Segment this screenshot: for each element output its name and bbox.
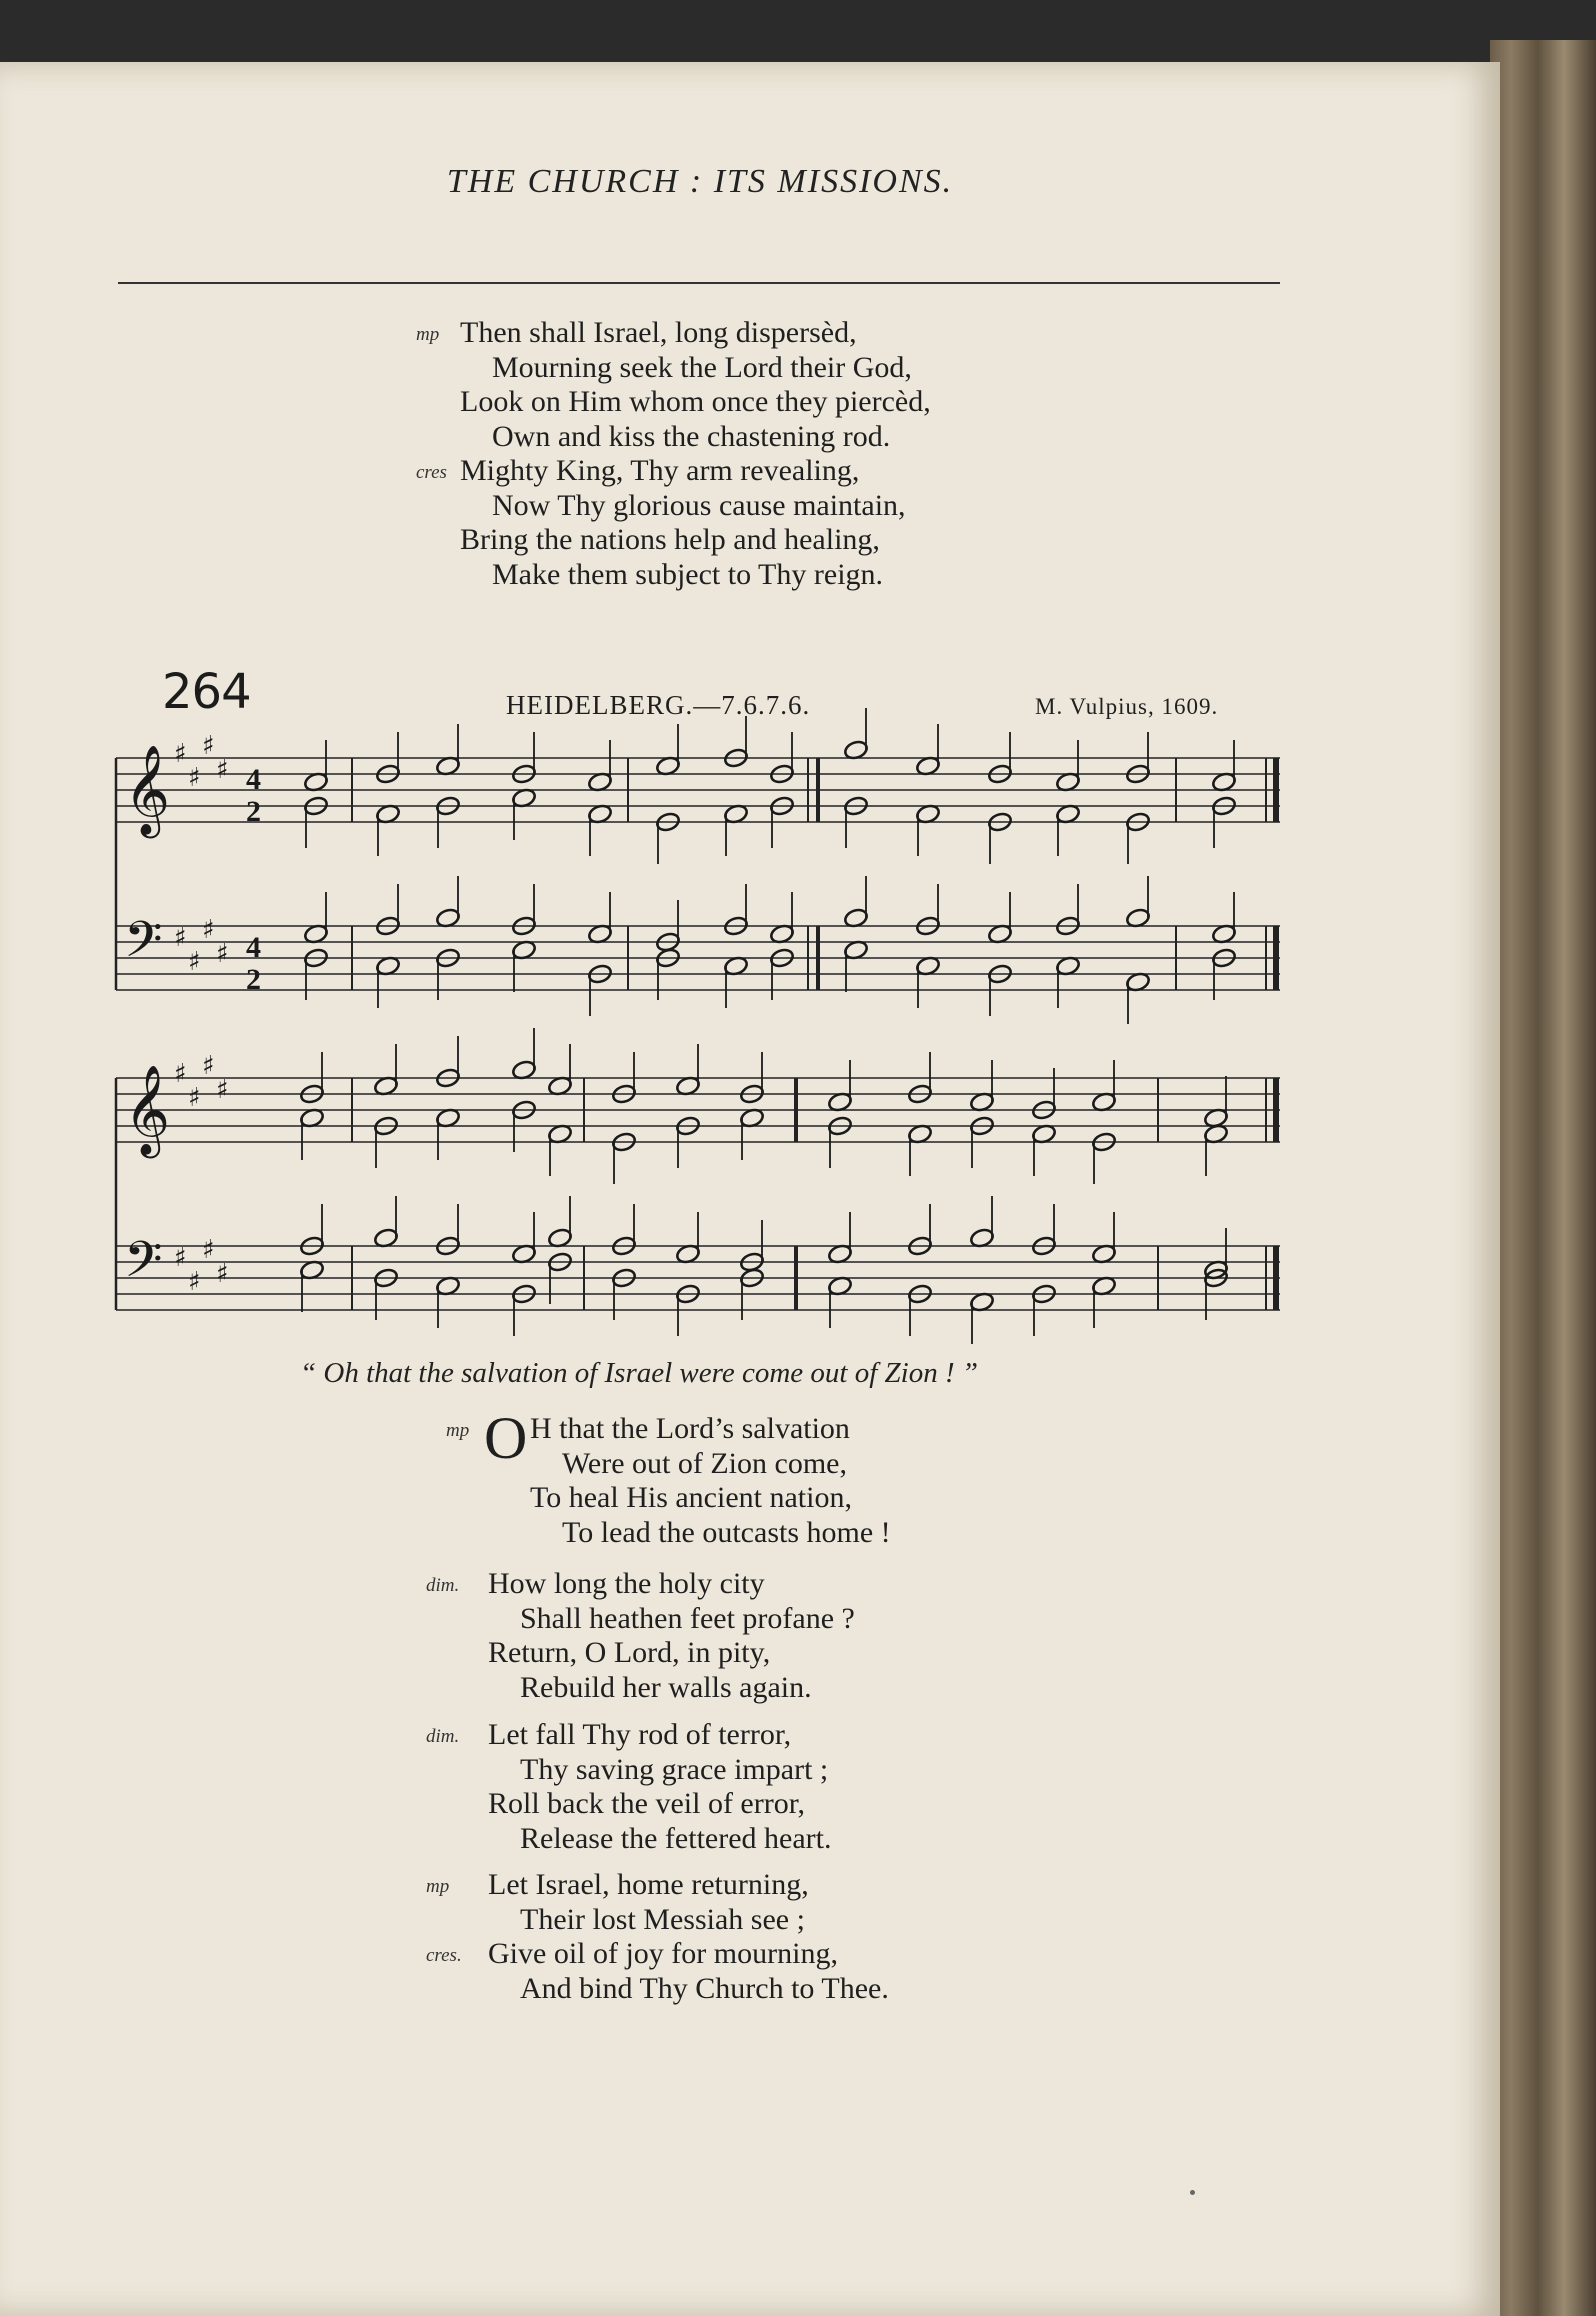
dynamic-marking: cres. [426,1945,462,1966]
dynamic-marking: mp [446,1420,470,1441]
stanza-line [488,1602,855,1637]
treble-clef: 𝄞 [124,745,171,835]
sharp-sign: ♯ [174,1243,187,1273]
stanza-line-text: Roll back the veil of error, [488,1787,806,1820]
bass-clef: 𝄢 [124,911,163,981]
stanza-line-text: And bind Thy Church to Thee. [520,1971,889,2005]
hymn-stanza-4 [426,1868,889,2006]
stanza-line [488,1753,831,1788]
sharp-sign: ♯ [202,731,215,761]
sharp-sign: ♯ [202,1051,215,1081]
stanza-line [488,1671,855,1706]
stanza-line-text: Mourning seek the Lord their God, [492,350,912,384]
stanza-line-text: Thy saving grace impart ; [520,1752,829,1786]
stanza-line [530,1447,891,1482]
stanza-line [426,1567,855,1602]
stanza-line-text: Make them subject to Thy reign. [492,557,884,591]
hymn-stanza-1 [446,1412,891,1550]
stanza-line-text: To lead the outcasts home ! [562,1515,891,1549]
treble-clef: 𝄞 [124,1065,171,1155]
sharp-sign: ♯ [188,1267,201,1297]
stanza-line [426,1718,831,1753]
stanza-line [530,1481,891,1516]
stanza-line-text: Their lost Messiah see ; [520,1902,805,1936]
sharp-sign: ♯ [174,739,187,769]
dynamic-marking: mp [416,324,440,345]
dynamic-marking: dim. [426,1575,460,1596]
stanza-line [446,1412,891,1447]
stanza-line-text: Then shall Israel, long dispersèd, [460,316,857,349]
time-signature-bottom: 2 [246,795,261,828]
stanza-line-text: Let fall Thy rod of terror, [488,1718,792,1751]
sharp-sign: ♯ [188,1083,201,1113]
stanza-line-text: Rebuild her walls again. [520,1670,812,1704]
tune-title: HEIDELBERG.—7.6.7.6. [506,690,811,720]
bass-clef: 𝄢 [124,1231,163,1301]
sharp-sign: ♯ [216,1075,229,1105]
stanza-line-text: Bring the nations help and healing, [460,523,880,556]
sharp-sign: ♯ [216,939,229,969]
stanza-line-text: Return, O Lord, in pity, [488,1636,771,1669]
sharp-sign: ♯ [174,1059,187,1089]
stanza-line-text: Mighty King, Thy arm revealing, [460,454,860,487]
dynamic-marking: dim. [426,1726,460,1747]
sharp-sign: ♯ [174,923,187,953]
stanza-line [488,1636,855,1671]
stanza-line [488,1822,831,1857]
stanza-line-text: Give oil of joy for mourning, [488,1937,838,1970]
stanza-line-text: To heal His ancient nation, [530,1481,852,1514]
sharp-sign: ♯ [188,763,201,793]
dynamic-marking: mp [426,1876,450,1897]
stanza-line-text: Look on Him whom once they piercèd, [460,385,931,418]
epigraph: “ Oh that the salvation of Israel were come out of Zion ! ” [300,1357,978,1389]
stanza-line [488,1903,889,1938]
stanza-line-text: Let Israel, home returning, [488,1868,809,1901]
stanza-line-text: Now Thy glorious cause maintain, [492,488,906,522]
drop-cap: O [484,1405,528,1471]
stanza-line-text: How long the holy city [488,1567,765,1600]
stanza-line [488,1972,889,2007]
hymn-stanza-3 [426,1718,832,1856]
sharp-sign: ♯ [202,1235,215,1265]
time-signature-bottom: 2 [246,963,261,996]
stanza-line-text: H that the Lord’s salvation [530,1412,850,1445]
stanza-line-text: Release the fettered heart. [520,1821,832,1855]
stanza-line-text: Were out of Zion come, [562,1446,847,1480]
sharp-sign: ♯ [188,947,201,977]
stanza-line [530,1516,891,1551]
hymn-number: 264 [162,664,251,720]
hymn-stanza-2 [426,1567,855,1705]
dynamic-marking: cres [416,462,447,483]
time-signature-top: 4 [246,931,261,964]
composer-credit: M. Vulpius, 1609. [1035,694,1219,719]
stanza-line-text: Own and kiss the chastening rod. [492,419,891,453]
stanza-line-text: Shall heathen feet profane ? [520,1601,855,1635]
stanza-line [426,1868,889,1903]
stanza-line [426,1937,889,1972]
page-mark [1190,2190,1195,2195]
sharp-sign: ♯ [216,1259,229,1289]
sharp-sign: ♯ [216,755,229,785]
stanza-line [488,1787,831,1822]
time-signature-top: 4 [246,763,261,796]
running-head: THE CHURCH : ITS MISSIONS. [446,163,954,200]
sharp-sign: ♯ [202,915,215,945]
